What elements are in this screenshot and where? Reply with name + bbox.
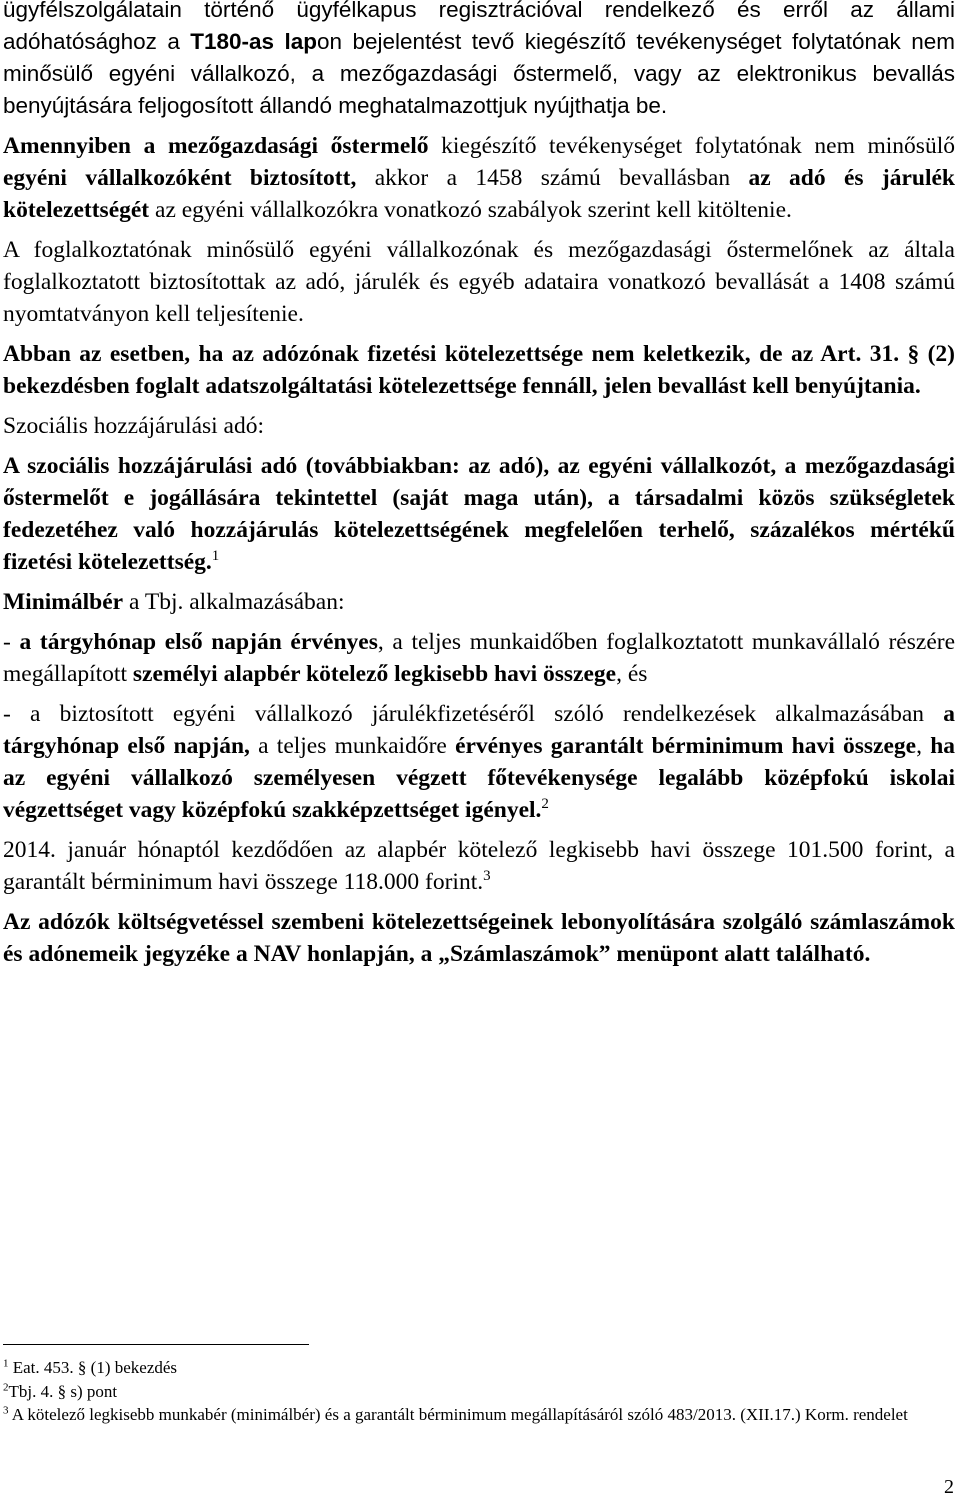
footnote-ref: 3	[483, 868, 491, 885]
list-item-berminimum: - a biztosított egyéni vállalkozó járulékfizetéséről szóló rendelkezések alkalmazásában a tárgyhónap első napján, a teljes munkaidőre érvényes garantált bérminimum havi összege, ha az egyéni vállalkozó személyesen végzett főtevékenysége legalább középfokú iskolai végzettséget vagy középfokú szakképzettséget igényel.$^2$	[3, 701, 956, 823]
footnote-1: $^1$ Eat. 453. § (1) bekezdés	[3, 1357, 178, 1377]
footnote-separator	[3, 1344, 309, 1345]
footnote-3: $^3$ A kötelező legkisebb munkabér (minimálbér) és a garantált bérminimum megállapításáról szóló 483/2013. (XII.17.) Korm. rendelet	[3, 1404, 908, 1424]
page-number: 2	[944, 1476, 954, 1498]
footnote-2: $^2$Tbj. 4. § s) pont	[3, 1380, 118, 1401]
paragraph-szamlaszamok: Az adózók költségvetéssel szembeni kötelezettségeinek lebonyolítására szolgáló számlaszámok és adónemeik jegyzéke a NAV honlapján, a „Számlaszámok” menüpont alatt található.	[3, 909, 955, 967]
footnote-ref: 1	[211, 548, 220, 565]
footnotes	[3, 1356, 955, 1427]
paragraph-2014-amounts: 2014. január hónaptól kezdődően az alapbér kötelező legkisebb havi összege 101.500 forint, a garantált bérminimum havi összege 118.000 forint.$^3$	[3, 837, 955, 895]
paragraph-minimalber-heading: Minimálbér a Tbj. alkalmazásában:	[3, 589, 345, 615]
document-body	[3, 0, 955, 970]
section-heading-szocho: Szociális hozzájárulási adó:	[3, 413, 265, 439]
paragraph-ostermelo: Amennyiben a mezőgazdasági őstermelő kiegészítő tevékenységet folytatónak nem minősülő egyéni vállalkozóként biztosított, akkor a 1458 számú bevallásban az adó és járulék kötelezettségét az egyéni vállalkozókra vonatkozó szabályok szerint kell kitöltenie.	[3, 133, 955, 223]
paragraph-adatszolgaltatas: Abban az esetben, ha az adózónak fizetési kötelezettsége nem keletkezik, de az Art. 31. § (2) bekezdésben foglalt adatszolgáltatási kötelezettsége fennáll, jelen bevallást kell benyújtania.	[3, 341, 955, 399]
paragraph-intro: ügyfélszolgálatain történő ügyfélkapus regisztrációval rendelkező és erről az állami adóhatósághoz a T180-as lapon bejelentést tevő kiegészítő tevékenységet folytatónak nem minősülő egyéni vállalkozó, a mezőgazdasági őstermelő, vagy az elektronikus bevallás benyújtására feljogosított állandó meghatalmazottjuk nyújthatja be.	[3, 0, 955, 118]
list-item-alapber: - a tárgyhónap első napján érvényes, a teljes munkaidőben foglalkoztatott munkavállaló részére megállapított személyi alapbér kötelező legkisebb havi összege, és	[3, 629, 956, 687]
form-code: T180-as lap	[190, 29, 318, 54]
footnote-ref: 2	[541, 796, 549, 813]
paragraph-szocho-definition: A szociális hozzájárulási adó (továbbiakban: az adó), az egyéni vállalkozót, a mezőgazdasági őstermelőt e jogállására tekintettel (saját maga után), a társadalmi közös szükségletek fedezetéhez való hozzájárulás kötelezettségének megfelelően terhelő, százalékos mértékű fizetési kötelezettség.$^1$	[3, 453, 955, 575]
paragraph-foglalkoztato: A foglalkoztatónak minősülő egyéni vállalkozónak és mezőgazdasági őstermelőnek az általa foglalkoztatott biztosítottak az adó, járulék és egyéb adataira vonatkozó bevallását a 1408 számú nyomtatványon kell teljesítenie.	[3, 237, 955, 327]
